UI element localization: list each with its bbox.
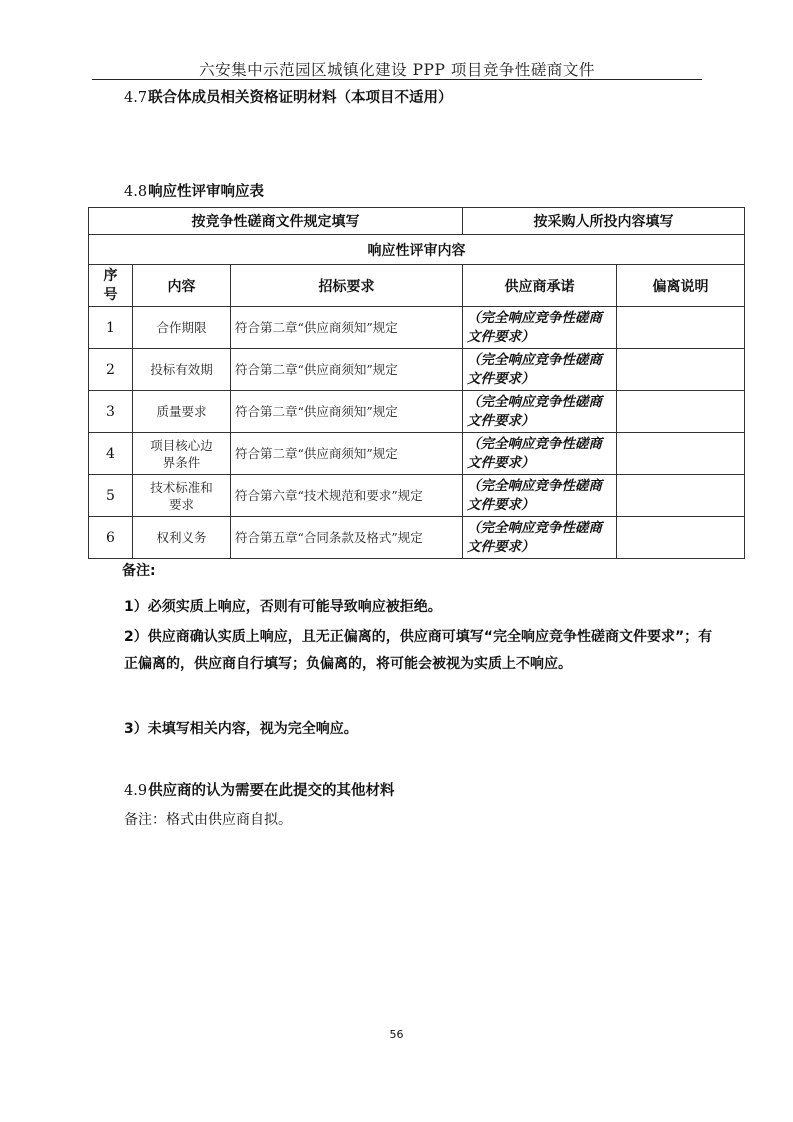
row-commitment: （完全响应竞争性磋商文件要求）	[463, 349, 617, 391]
header-fill-per-purchaser: 按采购人所投内容填写	[463, 208, 745, 235]
note-item-2: 2）供应商确认实质上响应，且无正偏离的，供应商可填写“完全响应竞争性磋商文件要求”；有正偏离的，供应商自行填写；负偏离的，将可能会被视为实质上不响应。	[124, 629, 713, 672]
row-content: 权利义务	[133, 517, 231, 559]
row-seq: 1	[89, 307, 133, 349]
row-deviation	[617, 307, 745, 349]
row-commitment: （完全响应竞争性磋商文件要求）	[463, 433, 617, 475]
note-item-3: 3）未填写相关内容，视为完全响应。	[124, 721, 358, 737]
row-seq: 3	[89, 391, 133, 433]
section-4-9-number: 4.9	[124, 783, 148, 799]
section-4-8-number: 4.8	[124, 184, 148, 200]
table-row	[89, 433, 745, 475]
section-4-9-heading	[124, 779, 395, 800]
row-seq: 4	[89, 433, 133, 475]
table-row	[89, 517, 745, 559]
table-section-row	[89, 235, 745, 265]
row-requirement: 符合第二章“供应商须知”规定	[231, 349, 463, 391]
row-commitment: （完全响应竞争性磋商文件要求）	[463, 307, 617, 349]
row-seq: 6	[89, 517, 133, 559]
row-deviation	[617, 475, 745, 517]
header-fill-per-document: 按竞争性磋商文件规定填写	[89, 208, 463, 235]
response-table	[88, 207, 745, 559]
row-content: 投标有效期	[133, 349, 231, 391]
row-seq: 2	[89, 349, 133, 391]
row-requirement: 符合第二章“供应商须知”规定	[231, 307, 463, 349]
row-content: 技术标准和要求	[133, 475, 231, 517]
col-header-commitment: 供应商承诺	[463, 265, 617, 307]
table-row	[89, 307, 745, 349]
table-row	[89, 475, 745, 517]
row-requirement: 符合第五章“合同条款及格式”规定	[231, 517, 463, 559]
col-header-seq: 序号	[89, 265, 133, 307]
section-4-8-title: 响应性评审响应表	[148, 184, 265, 200]
row-deviation	[617, 349, 745, 391]
row-commitment: （完全响应竞争性磋商文件要求）	[463, 517, 617, 559]
page-number: 56	[389, 1028, 404, 1041]
col-header-requirement: 招标要求	[231, 265, 463, 307]
row-content: 质量要求	[133, 391, 231, 433]
note-item-1: 1）必须实质上响应，否则有可能导致响应被拒绝。	[124, 599, 442, 615]
col-header-content: 内容	[133, 265, 231, 307]
table-row	[89, 391, 745, 433]
row-deviation	[617, 517, 745, 559]
table-top-header-row	[89, 208, 745, 235]
row-commitment: （完全响应竞争性磋商文件要求）	[463, 475, 617, 517]
section-4-8-heading	[124, 180, 264, 201]
table-section-title: 响应性评审内容	[89, 235, 745, 265]
row-deviation	[617, 433, 745, 475]
section-4-9-note: 备注：格式由供应商自拟。	[124, 812, 292, 828]
row-requirement: 符合第二章“供应商须知”规定	[231, 433, 463, 475]
section-4-7-heading	[124, 86, 453, 107]
table-column-header-row	[89, 265, 745, 307]
row-requirement: 符合第六章“技术规范和要求”规定	[231, 475, 463, 517]
section-4-7-number: 4.7	[124, 90, 148, 106]
row-content: 合作期限	[133, 307, 231, 349]
row-content: 项目核心边界条件	[133, 433, 231, 475]
row-seq: 5	[89, 475, 133, 517]
notes-label: 备注:	[122, 563, 156, 579]
row-commitment: （完全响应竞争性磋商文件要求）	[463, 391, 617, 433]
col-header-deviation: 偏离说明	[617, 265, 745, 307]
row-deviation	[617, 391, 745, 433]
row-requirement: 符合第二章“供应商须知”规定	[231, 391, 463, 433]
table-row	[89, 349, 745, 391]
section-4-7-title: 联合体成员相关资格证明材料（本项目不适用）	[148, 90, 453, 106]
document-header-title: 六安集中示范园区城镇化建设 PPP 项目竞争性磋商文件	[199, 61, 595, 79]
header-rule	[92, 79, 702, 80]
section-4-9-title: 供应商的认为需要在此提交的其他材料	[148, 783, 395, 799]
